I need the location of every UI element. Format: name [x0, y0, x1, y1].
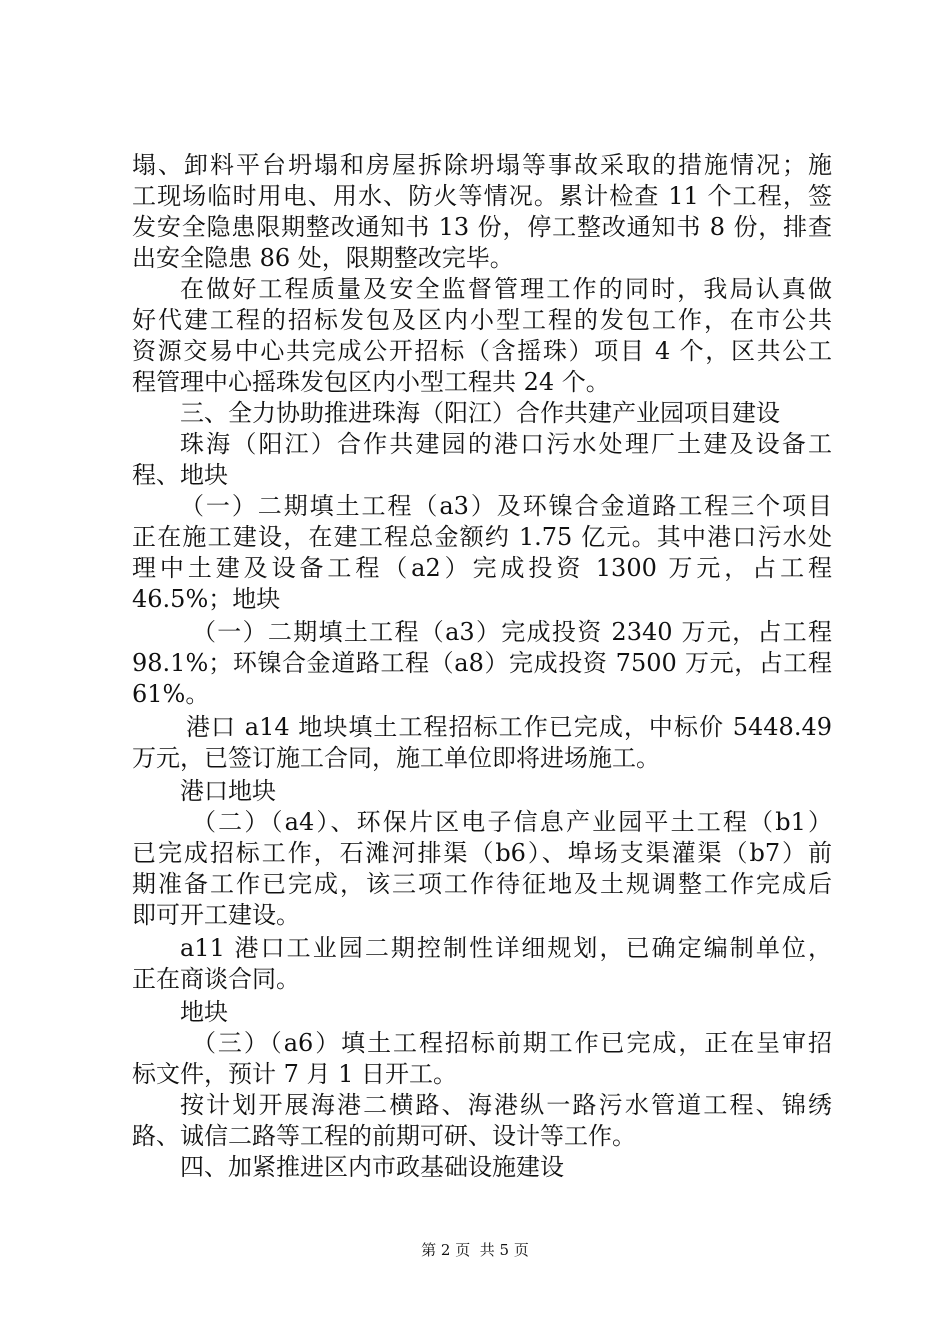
text-line: 46.5%；地块: [132, 585, 281, 613]
text-line: 出安全隐患 86 处，限期整改完毕。: [132, 244, 514, 272]
text-line: 万元，已签订施工合同，施工单位即将进场施工。: [132, 744, 660, 772]
text-line: 61%。: [132, 680, 210, 708]
text-line: 在做好工程质量及安全监督管理工作的同时，我局认真做: [180, 275, 832, 303]
text-line: 资源交易中心共完成公开招标（含摇珠）项目 4 个，区共公工: [132, 337, 832, 365]
text-line: 标文件，预计 7 月 1 日开工。: [132, 1060, 458, 1088]
text-line: 程管理中心摇珠发包区内小型工程共 24 个。: [132, 368, 610, 396]
section-heading: 三、全力协助推进珠海（阳江）合作共建产业园项目建设: [180, 399, 780, 427]
text-line: （三）（a6）填土工程招标前期工作已完成，正在呈审招: [192, 1029, 832, 1057]
text-line: （二）（a4）、环保片区电子信息产业园平土工程（b1）: [192, 808, 832, 836]
text-line: 正在施工建设，在建工程总金额约 1.75 亿元。其中港口污水处: [132, 523, 832, 551]
text-line: 塌、卸料平台坍塌和房屋拆除坍塌等事故采取的措施情况；施: [132, 151, 832, 179]
text-line: 理中土建及设备工程（a2）完成投资 1300 万元，占工程: [132, 554, 832, 582]
section-heading: 四、加紧推进区内市政基础设施建设: [180, 1153, 564, 1181]
text-line: 港口 a14 地块填土工程招标工作已完成，中标价 5448.49: [186, 713, 832, 741]
text-line: 好代建工程的招标发包及区内小型工程的发包工作，在市公共: [132, 306, 832, 334]
text-line: 工现场临时用电、用水、防火等情况。累计检查 11 个工程，签: [132, 182, 832, 210]
text-line: 98.1%；环镍合金道路工程（a8）完成投资 7500 万元，占工程: [132, 649, 832, 677]
text-line: a11 港口工业园二期控制性详细规划，已确定编制单位，: [180, 934, 832, 962]
text-line: 珠海（阳江）合作共建园的港口污水处理厂土建及设备工: [180, 430, 832, 458]
text-line: 按计划开展海港二横路、海港纵一路污水管道工程、锦绣: [180, 1091, 832, 1119]
document-body: [132, 150, 832, 1183]
text-line: 已完成招标工作，石滩河排渠（b6）、埠场支渠灌渠（b7）前: [132, 839, 832, 867]
text-line: 发安全隐患限期整改通知书 13 份，停工整改通知书 8 份，排查: [132, 213, 832, 241]
text-line: 港口地块: [180, 777, 276, 805]
text-line: 地块: [180, 998, 228, 1026]
page-footer: 第 2 页 共 5 页: [421, 1241, 529, 1259]
text-line: 路、诚信二路等工程的前期可研、设计等工作。: [132, 1122, 636, 1150]
text-line: 正在商谈合同。: [132, 965, 300, 993]
text-line: 即可开工建设。: [132, 901, 300, 929]
text-line: 程、地块: [132, 461, 228, 489]
text-line: 期准备工作已完成，该三项工作待征地及土规调整工作完成后: [132, 870, 832, 898]
text-line: （一）二期填土工程（a3）完成投资 2340 万元，占工程: [192, 618, 832, 646]
text-line: （一）二期填土工程（a3）及环镍合金道路工程三个项目: [180, 492, 832, 520]
